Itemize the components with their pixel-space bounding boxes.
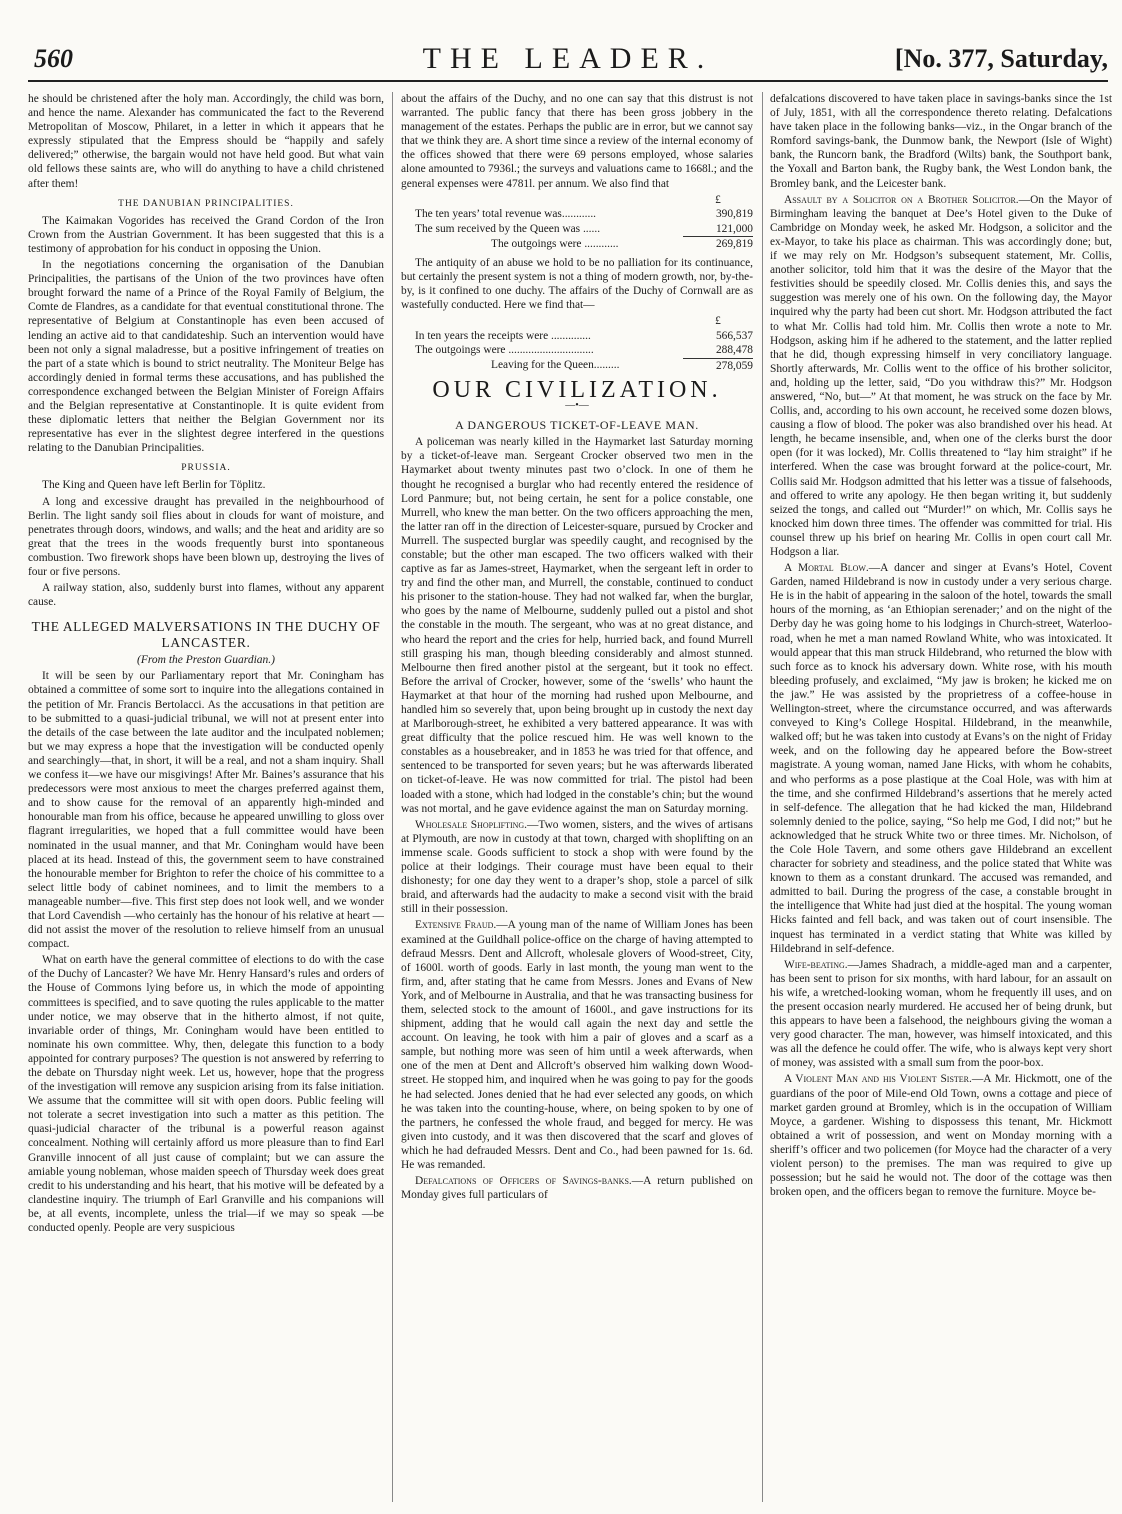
shoplifting-text: —Two women, sisters, and the wives of artisans at Plymouth, are now in custody at that town, charged with shoplifting on an immense scale. Goods sufficient to stock a shop with were found by the police at their lodgings. Their courage must have been equal to their dishonesty; for one day they went to a draper’s shop, stole a parcel of silk braid, and afterwards had the audacity to make a second visit with the braid still in their possession. <box>401 818 753 916</box>
prussia-paragraph-1: The King and Queen have left Berlin for Töplitz. <box>42 479 266 492</box>
assault-text: —On the Mayor of Birmingham leaving the banquet at Dee’s Hotel given to the Duke of Cambridge on Monday week, he asked Mr. Hodgson, a solicitor and the ex-Mayor, to take his place as chairman. This was accordingly done; but, if we may rely on Mr. Hodgson’s subsequent statement, Mr. Collis, another solicitor, told him that it was the desire of the Mayor that the festivities should be speedily closed. Mr. Collis denies this, and says the suggestion was merely one of his own. On the following day, the Mayor inquired why the party had been cut short. Mr. Hodgson attributed the fact to what Mr. Collis had told him. Mr. Collis then wrote a note to Mr. Hodgson, asking him if he adhered to the statement, and the latter replied that he did, though expressing himself in very conciliatory language. Shortly afterwards, Mr. Collis went to the office of his brother solicitor, and, holding up the letter, said, “Do you withdraw this?” Mr. Hodgson answered, “No, but—” At that moment, he was struck on the face by Mr. Collis, and, according to his own account, he received some dozen blows, causing a flow of blood. The poker was also brandished over his head. At length, he became insensible, and, when one of the clerks burst the door open (for it was locked), Mr. Collis threatened to “lay him straight” if he interfered. When the case was brought forward at the police-court, Mr. Collis said Mr. Hodgson admitted that his letter was a tissue of falsehoods, and offered to write any apology. He then began writing it, but suddenly seized the tongs, and called out “Murder!” on which, Mr. Collis says he knocked him down three times. The offender was committed for trial. His counsel threw up his brief on hearing Mr. Collis in open court call Mr. Hodgson a liar. <box>770 193 1112 558</box>
wife-beating-text: —James Shadrach, a middle-aged man and a carpenter, has been sent to prison for six months, with hard labour, for an assault on his wife, a wretched-looking woman, whom he frequently ill uses, and on the present occasion nearly murdered. He accused her of being drunk, but this appears to have been a falsehood, the neighbours giving the woman a very good character. The man, however, was himself intoxicated, and this was all the defence he could offer. The wife, who is always kept very short of money, was assisted with a small sum from the poor-box. <box>770 958 1112 1070</box>
table-row-label: In ten years the receipts were .............. <box>415 329 591 342</box>
danubian-heading: THE DANUBIAN PRINCIPALITIES. <box>118 198 294 209</box>
column-rule <box>392 92 393 1502</box>
ticket-heading: A DANGEROUS TICKET-OF-LEAVE MAN. <box>455 418 699 433</box>
ticket-paragraph: A policeman was nearly killed in the Haymarket last Saturday morning by a ticket-of-leave man. Sergeant Crocker observed two men in the Haymarket about twenty minutes past two o’clock. In one of them he thought he recognised a burglar who had recently entered the residence of Lord Panmure; but, not being certain, he sent for a police constable, one Murrell, who knew the man better. On the two officers approaching the men, the latter ran off in the direction of Leicester-square, pursued by Crocker and Murrell. The suspected burglar was speedily caught, and recognised by the constable; but the other man escaped. The two officers walked with their captive as far as James-street, Haymarket, when the sergeant left in order to try and find the other man, and Murrell, the constable, continued to conduct his prisoner to the station-house. They had not walked far, when the burglar, who goes by the name of Melbourne, suddenly pulled out a pistol and shot the constable in the mouth. The sergeant, who was at no great distance, and who heard the report and the cries for help, hurried back, and found Murrell still grasping his man, though bleeding considerably and almost stunned. Melbourne then fired another pistol at the sergeant, but it took no effect. Before the arrival of Crocker, however, some of the ‘swells’ who haunt the Haymarket at that hour of the morning had rushed upon Melbourne, and handled him so severely that, upon being brought up in custody the next day at Marlborough-street, he exhibited a very battered appearance. It was with great difficulty that the police rescued him. He was well known to the constables as a housebreaker, and in 1853 he was tried for that offence, and sentenced to be transported for seven years; but he was afterwards liberated on ticket-of-leave. He was now committed for trial. The pistol had been loaded with a stone, which had lodged in the constable’s chin; but the wound was not mortal, and he gave evidence against the man on Saturday morning. <box>401 436 753 815</box>
table-row-value: 566,537 <box>715 329 753 342</box>
currency-symbol: £ <box>715 315 721 328</box>
fraud-paragraph <box>401 918 753 1172</box>
wife-beating-lead: Wife-beating. <box>784 958 848 971</box>
issue-number: [No. 377, Saturday, <box>894 44 1108 73</box>
column-middle <box>401 92 753 1502</box>
malversations-continuation: about the affairs of the Duchy, and no one can say that this distrust is not warranted. The public fancy that there has been gross jobbery in the management of the estates. Perhaps the public are in error, but we cannot say that we think they are. A short time since a review of the internal economy of the offices showed that there were 69 persons employed, whose salaries alone amounted to 7936l.; the surveys and valuations came to 1668l.; and the general expenses were 4781l. per annum. We also find that <box>401 93 753 190</box>
defalcations-text: —A return published on Monday gives full particulars of <box>401 1175 753 1202</box>
table-row-label: The ten years’ total revenue was............ <box>415 208 597 221</box>
defalcations-continuation: defalcations discovered to have taken place in savings-banks since the 1st of July, 1851, with all the correspondence thereto relating. Defalcations have taken place in the following banks—viz., in the Ongar branch of the Romford savings-bank, the Dunmow bank, the Newport (Isle of Wight) bank, the Runcorn bank, the Bradford (Wilts) bank, the Southport bank, the Yoxall and Barton bank, the Rugby bank, the West London bank, the Bromley bank, and the Leicester bank. <box>770 93 1112 190</box>
table-row-label: The outgoings were .............................. <box>415 344 594 357</box>
column-right <box>770 92 1112 1502</box>
violent-man-paragraph <box>770 1072 1112 1199</box>
table-row-label: The sum received by the Queen was ...... <box>415 222 601 235</box>
newspaper-title: THE LEADER. <box>422 42 714 75</box>
defalcations-lead: Defalcations of Officers of Savings-banks. <box>415 1175 632 1188</box>
mortal-blow-lead: A Mortal Blow. <box>784 562 869 575</box>
prussia-paragraph-3: A railway station, also, suddenly burst into flames, without any apparent cause. <box>28 582 384 609</box>
malversations-credit: (From the Preston Guardian.) <box>137 654 275 667</box>
table-row-value: 278,059 <box>683 358 753 373</box>
column-rule <box>762 92 763 1502</box>
page-number: 560 <box>34 44 73 73</box>
article-continuation: he should be christened after the holy man. Accordingly, the child was born, and hence the name. Alexander has communicated the fact to the Reverend Metropolitan of Moscow, Philaret, in a letter in which it appears that he expressly stipulated that the Empress should be “happily and safely delivered;” otherwise, the bargain would not have held good. But what vain old fellows these saints are, who will do anything to have a child christened after them! <box>28 93 384 190</box>
table-row-value: 390,819 <box>715 208 753 221</box>
malversations-paragraph-2: What on earth have the general committee of elections to do with the case of the Duchy of Lancaster? We have Mr. Henry Hansard’s rules and orders of the House of Commons lying before us, in which the mode of appointing committees is specified, and to save quoting the rules applicable to the matter under notice, we may observe that in the hitherto almost, if not quite, invariable order of things, Mr. Coningham would have been entitled to nominate his own committee. Why, then, delegate this function to a body appointed for contrary purposes? The question is not answered by referring to the debate on Thursday night week. Let us, however, hope that the progress of the investigation will remove any suspicion arising from its false initiation. We assume that the committee will sit with open doors. Public feeling will not tolerate a secret investigation into such a matter as this petition. The quasi-judicial character of the tribunal is a powerful reason against concealment. Nothing will certainly afford us more pleasure than to find Earl Granville innocent of all just cause of complaint; but we can assure the amiable young nobleman, whose maiden speech of Thursday week does great credit to his understanding and his heart, that his motive will be defeated by a clandestine inquiry. The triumph of Earl Granville and his companions will be, at all events, incomplete, unless the trial—if we may so speak —be conducted openly. People are very suspicious <box>28 954 384 1235</box>
prussia-heading: PRUSSIA. <box>181 463 231 474</box>
malversations-title: THE ALLEGED MALVERSATIONS IN THE DUCHY OF LANCASTER. <box>31 619 381 651</box>
ornament-divider: —•— <box>565 400 589 412</box>
table-row-value: 288,478 <box>715 344 753 357</box>
fraud-text: —A young man of the name of William Jones has been examined at the Guildhall police-office on the charge of having attempted to defraud Messrs. Dent and Allcroft, wholesale glovers of Wood-street, City, of 1600l. worth of goods. Early in last month, the young man went to the firm, and, after stating that he came from Messrs. Jones and Evans of New York, and of Melbourne in Australia, and that he was transacting business for them, selected stock to the amount of 1600l., and gave instructions for its shipment, adding that he would call again the next day and settle the account. On leaving, he took with him a pair of gloves and a scarf as a sample, but nothing more was seen of him until a week afterwards, when one of the men at Dent and Allcroft’s observed him walking down Wood-street. He stopped him, and inquired when he was going to pay for the goods he had selected. Jones denied that he had ever selected any goods, on which he was taken into the counting-house, where, on being spoken to by one of the partners, he confessed the whole fraud, and begged for mercy. He was given into custody, and it was then discovered that the scarf and gloves of which he had defrauded Messrs. Dent and Co., had been pawned for 1s. 6d. He was remanded. <box>401 919 753 1171</box>
table-row-value: 121,000 <box>715 222 753 235</box>
table-row-value: 269,819 <box>683 237 753 252</box>
revenue-table-cornwall <box>401 314 753 373</box>
defalcations-paragraph <box>401 1174 753 1202</box>
violent-man-text: —A Mr. Hickmott, one of the guardians of the poor of Mile-end Old Town, owns a cottage and piece of market garden ground at Bromley, which is in the occupation of William Moyce, a gardener. Wishing to dispossess this tenant, Mr. Hickmott obtained a writ of possession, and went on Monday morning with a sheriff’s officer and two policemen (for Moyce had the character of a very violent person) to the premises. The man was required to give up possession; but he said he would not. The door of the cottage was then broken open, and the officers began to remove the furniture. Moyce be- <box>770 1073 1112 1199</box>
column-left <box>28 92 384 1502</box>
wife-beating-paragraph <box>770 958 1112 1071</box>
assault-paragraph <box>770 193 1112 559</box>
violent-man-lead: A Violent Man and his Violent Sister. <box>784 1073 972 1086</box>
danubian-paragraph-2: In the negotiations concerning the organisation of the Danubian Principalities, the partisans of the Union of the two provinces have often brought forward the name of a Prince of the Royal Family of Belgium, the Comte de Flandres, as a candidate for that eventual constitutional throne. The representative of Belgium at Constantinople has even been accused of lending an active aid to that candidateship. Such an intervention would have been not only a signal maladresse, but a positive infringement of treaties on the part of a state which is bound to strict neutrality. The Moniteur Belge has accordingly denied in formal terms these accusations, and has published the correspondence exchanged between the Belgian Minister of Foreign Affairs and the Belgian representative at Constantinople. It is quite evident from these diplomatic letters that neither the Belgian Government nor its representative has ever in the slightest degree interfered in the questions relating to the Danubian Principalities. <box>28 259 384 455</box>
currency-symbol: £ <box>715 193 721 206</box>
mortal-blow-text: —A dancer and singer at Evans’s Hotel, Covent Garden, named Hildebrand is now in custody under a very serious charge. He is in the habit of appearing in the saloon of the hotel, towards the small hours of the morning, as ‘an Ethiopian serenader;’ and on the night of the Derby day he was going home to his lodgings in Church-street, Waterloo-road, when he met a man named Rowland White, who was intoxicated. It would appear that this man struck Hildebrand, who returned the blow with such force as to knock his adversary down. White rose, with his mouth bleeding profusely, and exclaimed, “My jaw is broken; he kicked me on the jaw.” He was assisted by the proprietress of a coffee-house in Wellington-street, where the circumstance occurred, and was afterwards conveyed to King’s College Hospital. Hildebrand, in the meanwhile, walked off; but he was taken into custody at Evans’s on the night of Friday week, and on the following day he appeared before the Bow-street magistrate. A young woman, named Jane Hicks, with whom he cohabits, and who performs as a pose plastique at the Coal Hole, was with him at the time, and she confirmed Hildebrand’s assertions that he merely acted in self-defence. The allegation that he had kicked the man, Hildebrand solemnly denied to the police, saying, “So help me God, I did not;” but he acknowledged that he struck White two or three times. Mr. Nicholson, of the Cole Hole Tavern, and some others gave Hildebrand an excellent character for sobriety and steadiness, and the police stated that White was known to them as a constant drunkard. The accused was remanded, and admitted to bail. During the progress of the case, a constable brought in the intelligence that White had just died at the hospital. The young woman Hicks fainted and fell back, and was taken out of court insensible. The inquest has terminated in a verdict stating that White was killed by Hildebrand in self-defence. <box>770 562 1112 955</box>
revenue-table-lancaster <box>401 193 753 252</box>
table-row-label: The outgoings were ............ <box>491 237 619 250</box>
prussia-paragraph-2: A long and excessive draught has prevailed in the neighbourhood of Berlin. The light sandy soil flies about in clouds for want of moisture, and penetrates through doors, windows, and walls; and the heat and aridity are so great that the trees in the woods frequently burst into spontaneous combustion. Two firework shops have been blown up, destroying the lives of four or five persons. <box>28 495 384 578</box>
antiquity-paragraph: The antiquity of an abuse we hold to be no palliation for its continuance, but certainly the present system is not a thing of modern growth, nor, by-the-by, is it confined to one duchy. The affairs of the Duchy of Cornwall are as wastefully conducted. Here we find that— <box>401 256 753 311</box>
shoplifting-paragraph <box>401 818 753 917</box>
shoplifting-lead: Wholesale Shoplifting. <box>415 818 528 831</box>
table-row-label: Leaving for the Queen......... <box>491 359 620 372</box>
civilization-title: OUR CIVILIZATION. <box>432 377 722 404</box>
malversations-paragraph-1: It will be seen by our Parliamentary report that Mr. Coningham has obtained a committee of some sort to inquire into the allegations contained in the petition of Mr. Francis Bertolacci. As the accusations in that petition are to be submitted to a quasi-judicial tribunal, we will not at present enter into the details of the case between the late auditor and the inculpated noblemen; but we may express a hope that the investigation will be conducted openly and searchingly—that, in short, it will be a real, and not a sham inquiry. Shall we confess it—we have our misgivings! After Mr. Baines’s assurance that his predecessors were most anxious to meet the charges preferred against them, and to show cause for the removal of an apparently high-minded and honourable man from his office, because he appeared unwilling to gloss over flagrant irregularities, we hoped that a full committee would have been nominated in the usual manner, and that Mr. Coningham would have been placed at its head. Instead of this, the government seem to have constrained the honourable member for Brighton to refer the choice of his committee to a select little body of cabinet nominees, and to limit the members to a manageable number—five. This first step does not look well, and we wonder that Lord Cavendish —who certainly has the honour of his relative at heart —did not assist the mover of the resolution to relieve himself from an unusual compact. <box>28 670 384 951</box>
assault-lead: Assault by a Solicitor on a Brother Solicitor. <box>784 193 1019 206</box>
mortal-blow-paragraph <box>770 561 1112 956</box>
danubian-paragraph-1: The Kaimakan Vogorides has received the Grand Cordon of the Iron Crown from the Austrian Government. It has been suggested that this is a testimony of approbation for his conduct in opposing the Union. <box>28 214 384 255</box>
fraud-lead: Extensive Fraud. <box>415 919 497 932</box>
masthead <box>28 40 1108 82</box>
